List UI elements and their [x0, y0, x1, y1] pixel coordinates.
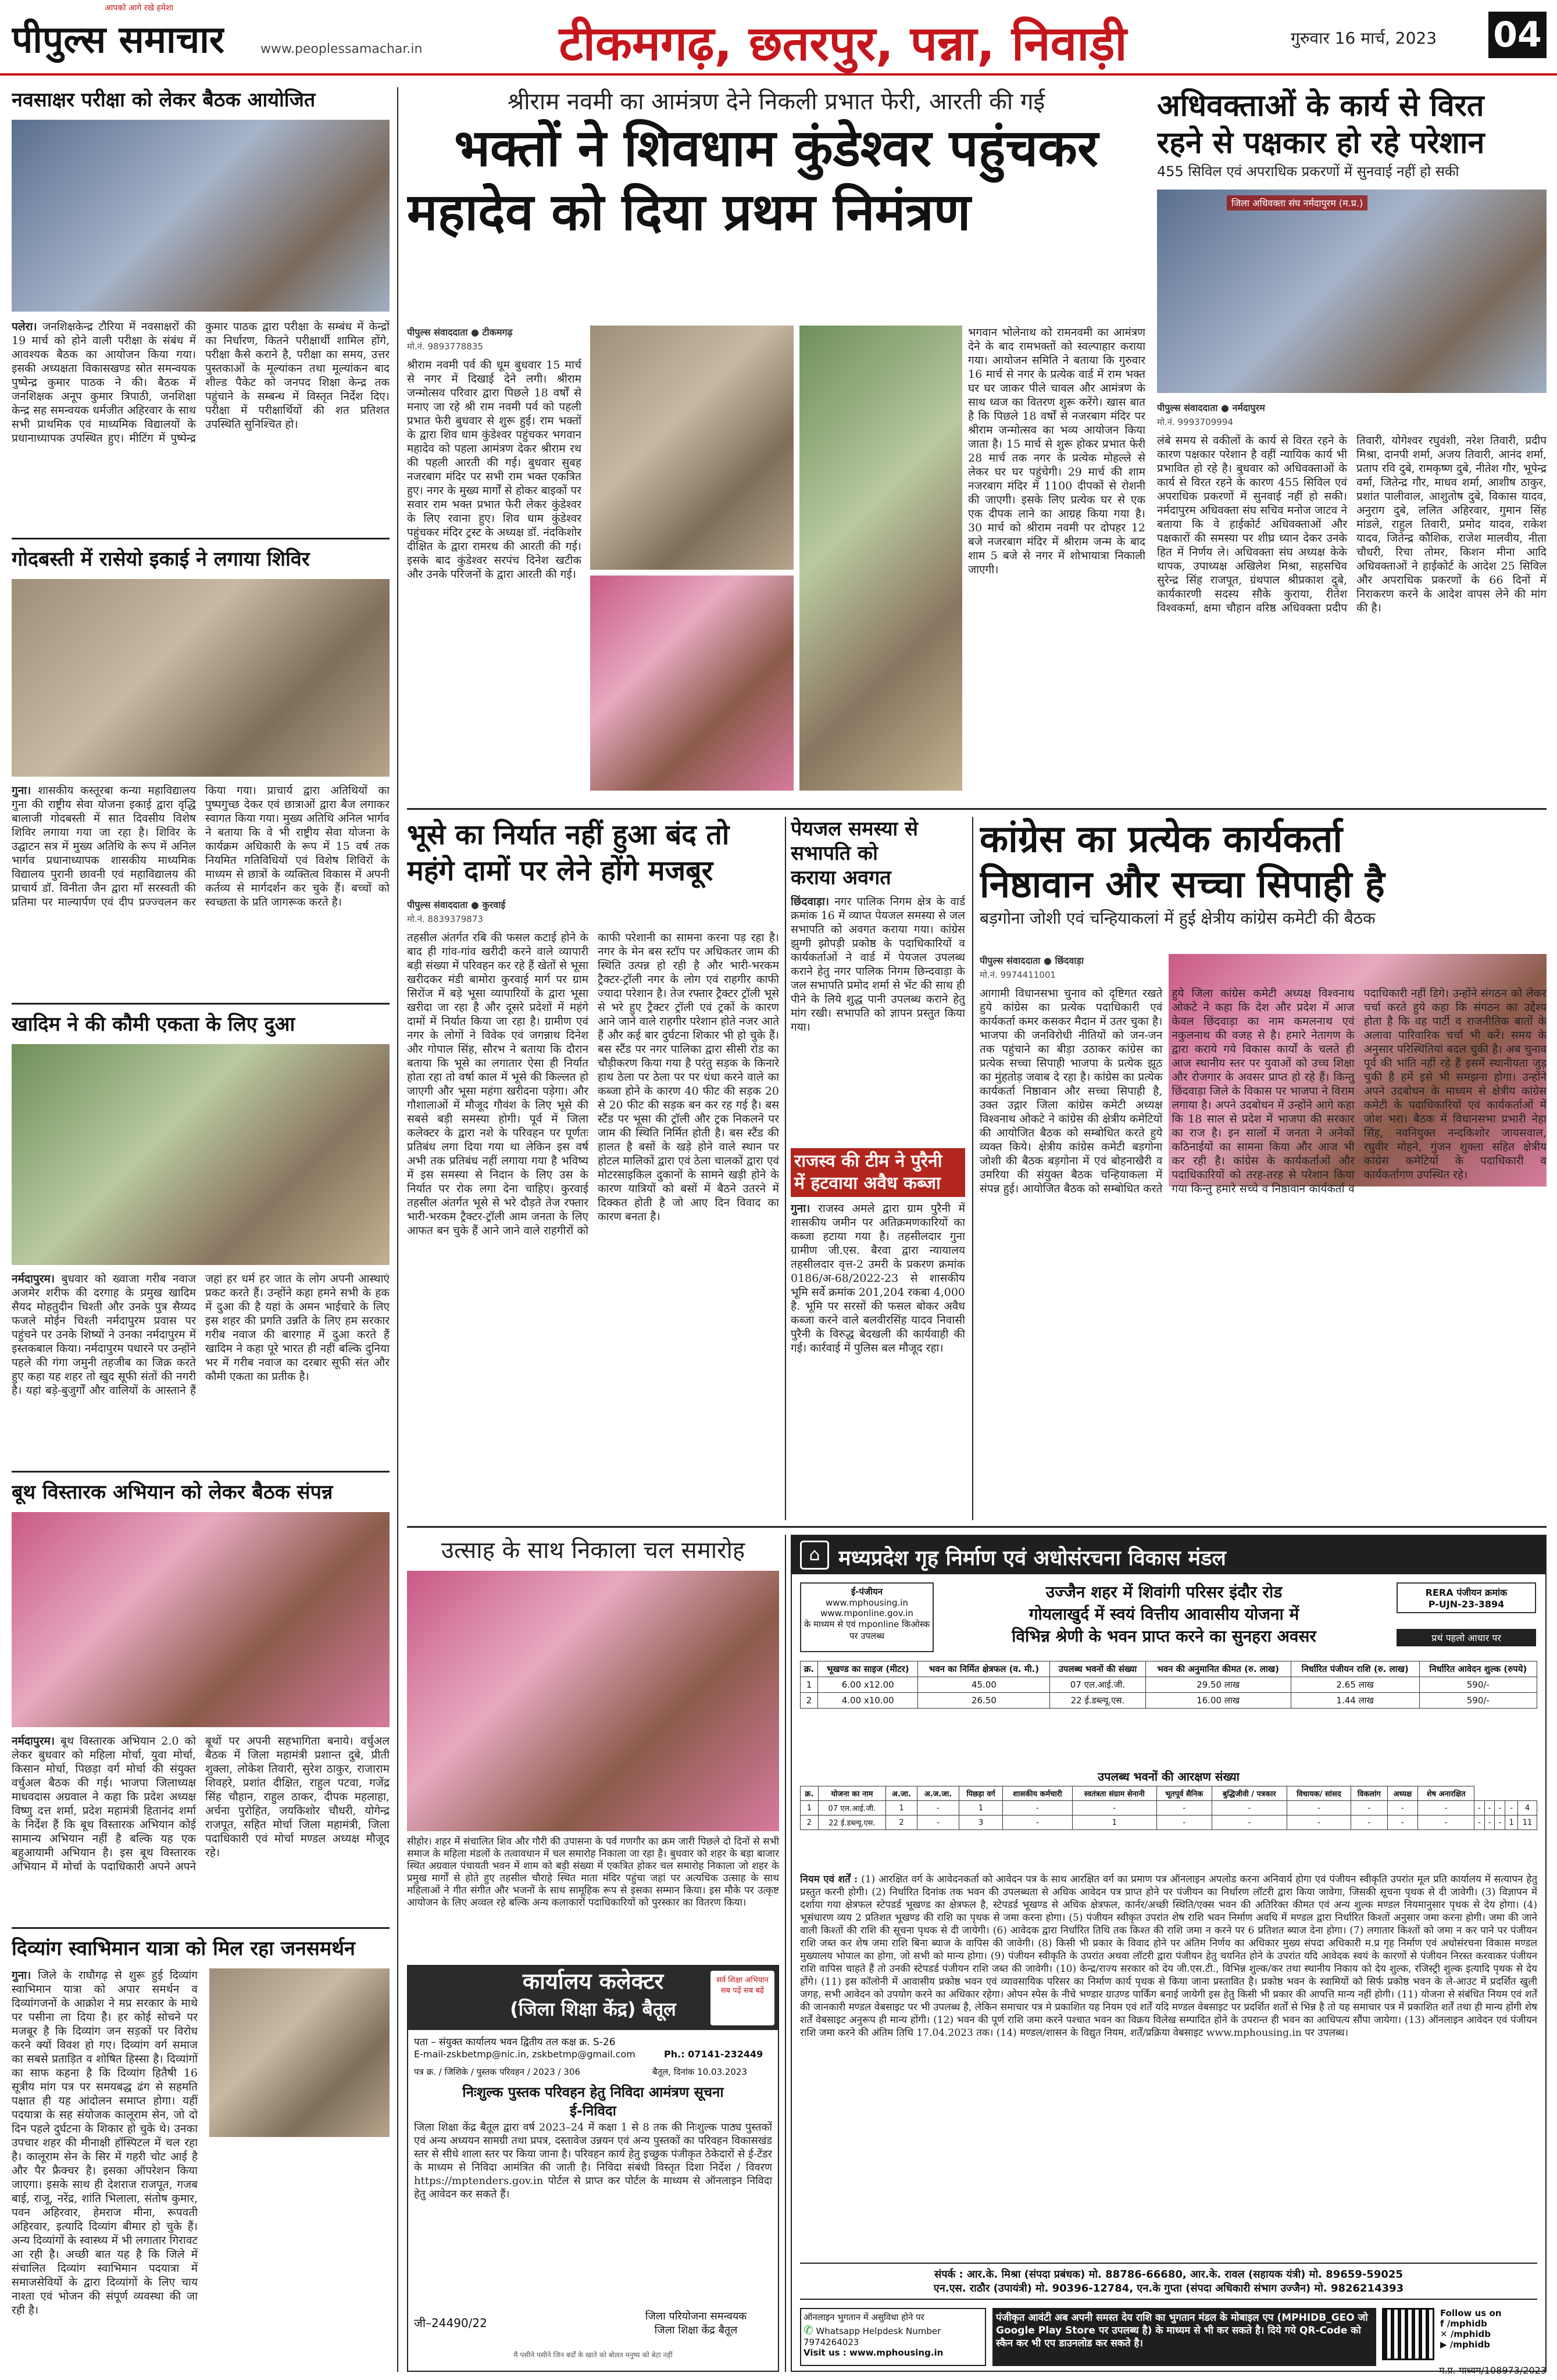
column-rule: [785, 817, 786, 1520]
reservation-col-header: क्र.: [801, 1786, 819, 1801]
table-row: [801, 1816, 1537, 1830]
social-box: Follow us on f /mphidb ✕ /mphidb ▶ /mphidb: [1440, 2308, 1502, 2350]
table-cell: -: [1495, 1801, 1505, 1816]
headline: खादिम ने की कौमी एकता के लिए दुआ: [12, 1013, 295, 1036]
table-cell: -: [1417, 1801, 1474, 1816]
price-table: [800, 1661, 1537, 1709]
reservation-col-header: बुद्धिजीवी / पत्रकार: [1212, 1786, 1287, 1801]
news-photo: [407, 1571, 779, 1831]
brand-logo: पीपुल्स समाचार: [12, 19, 224, 62]
news-photo-3: [799, 326, 962, 791]
subhead: बड़गोना जोशी एवं चन्हियाकलां में हुई क्षेत्रीय कांग्रेस कमेटी की बैठक: [980, 909, 1376, 928]
story-body: पलेरा। जनशिक्षकेन्द्र टौरिया में नवसाक्षरों की 19 मार्च को होने वाली परीक्षा के संबंध में आवश्यक बैठक का आयोजन किया गया। इसकी अध्यक्षता विकासखण्ड स्रोत समन्वयक पुष्पेन्द्र कुमार पाठक ने की। बैठक में जनशिक्षक अनूप कुमार त्रिपाठी, जनशिक्षा केन्द्र सह समन्वयक धर्मजीत अहिरवार के साथ सभी प्राथमिक एवं माध्यमिक विद्यालयों के प्रधानाध्यापक उपस्थित हुए। मीटिंग में पुष्पेन्द्र कुमार पाठक द्वारा परीक्षा के सम्बंध में केन्द्रों का निर्धारण, कितने परीक्षार्थी शामिल होंगे, परीक्षा कैसे कराने है, परीक्षा का समय, उत्तर पुस्तकाओं के मूल्यांकन तथा मूल्यांकन बाद शील्ड पैकेट को जनपद शिक्षा केन्द्र तक पहुंचाने के सम्बन्ध में विस्तृत निर्देश दिए। परीक्षा में परीक्षार्थियों की शत प्रतिशत उपस्थिति सुनिश्चित हो।: [12, 320, 390, 445]
headline-line-2: महंगे दामों पर लेने होंगे मजबूर: [407, 855, 713, 887]
kicker: श्रीराम नवमी का आमंत्रण देने निकली प्रभात फेरी, आरती की गई: [507, 88, 1045, 115]
headline: पेयजल समस्या से सभापति को कराया अवगत: [791, 817, 919, 889]
mobile: मो.नं. 9893778835: [407, 341, 483, 352]
reservation-col-header: अध्यक्ष: [1387, 1786, 1417, 1801]
reservation-table: [800, 1786, 1537, 1830]
table-cell: 26.50: [918, 1693, 1050, 1709]
headline-line-2: रहने से पक्षकार हो रहे परेशान: [1157, 126, 1485, 160]
price-col-header: क्र.: [801, 1661, 818, 1677]
notice-title: निःशुल्क पुस्तक परिवहन हेतु निविदा आमंत्रण सूचना: [462, 2084, 724, 2100]
reservation-col-header: योजना का नाम: [818, 1786, 885, 1801]
price-col-header: निर्धारित पंजीयन राशि (रु. लाख): [1291, 1661, 1419, 1677]
epanjiyan-box: ई-पंजीयन www.mphousing.in www.mponline.gov.in के माध्यम से एवं mponline किओस्क पर उपलब्ध: [800, 1582, 934, 1652]
table-cell: 29.50 लाख: [1145, 1677, 1291, 1693]
story-body: श्रीराम नवमी पर्व की धूम बुधवार 15 मार्च से नगर में दिखाई देने लगी। श्रीराम जन्मोत्सव परिवार द्वारा पिछले 18 वर्षों से मनाए जा रहे श्री राम नवमी पर्व को पहली प्रभात फेरी बुधवार से शुरू हुई। राम भक्तों के द्वारा शिव धाम कुंडेश्वर पहुंचकर भगवान महादेव को पहला आमंत्रण देकर श्रीराम रथ की पहली आरती की गई। बुधवार सुबह नजरबाग मंदिर पर सभी राम भक्त एकत्रित हुए। नगर के मुख्य मार्गों से होकर बाइकों पर सवार राम भक्त प्रभात फेरी लेकर कुंडेश्वर के लिए रवाना हुए। शिव धाम कुंडेश्वर पहुंचकर मंदिर ट्रस्ट के अध्यक्ष डॉ. नंदकिशोर दीक्षित के द्वारा रामरथ की आरती की गई। इसके बाद कुंडेश्वर सरपंच दिनेश खटीक और उनके परिजनों के द्वारा आरती की गई।: [407, 359, 581, 581]
divider: [12, 1003, 390, 1005]
table-cell: 3: [959, 1816, 1003, 1830]
news-photo: [590, 326, 794, 570]
table-cell: -: [1287, 1816, 1351, 1830]
table-cell: -: [1002, 1801, 1072, 1816]
mphidb-ad: [791, 1535, 1547, 2372]
table-cell: -: [1474, 1816, 1485, 1830]
story-body: नर्मदापुरम। बूथ विस्तारक अभियान 2.0 को लेकर बुधवार को महिला मोर्चा, युवा मोर्चा, किसान मोर्चा, पिछड़ा वर्ग मोर्चा की संयुक्त वर्चुअल बैठक की गई। भाजपा जिलाध्यक्ष माधवदास अग्रवाल ने कहा कि प्रदेश अध्यक्ष विष्णु दत्त शर्मा, प्रदेश महामंत्री हितानंद शर्मा के निर्देश हैं कि बूथ विस्तारक अभियान कोई सामान्य अभियान नहीं है बल्कि यह एक बहुआयामी अभियान है। इस बूथ विस्तारक अभियान में मोर्चा के पदाधिकारी अपने अपने बूथों पर अपनी सहभागिता बनाये। वर्चुअल बैठक में जिला महामंत्री प्रशान्त दुबे, प्रीती शुक्ला, लोकेश तिवारी, सुरेश ठाकुर, राजाराम शिवहरे, प्रशांत दीक्षित, राहुल पटवा, गजेंद्र सिंह चौहान, राहुल ठाकर, दीपक महलाहा, अर्चना पुरोहित, जयकिशोर चौधरी, योगेन्द्र राजपूत, सहित मोर्चा जिला महामंत्री, जिला पदाधिकारी एवं मोर्चा मण्डल अध्यक्ष मौजूद रहे।: [12, 1735, 390, 1873]
headline-line-2: महादेव को दिया प्रथम निमंत्रण: [407, 182, 971, 242]
contact-box: संपर्क : आर.के. मिश्रा (संपदा प्रबंधक) मो. 88786-66680, आर.के. रावल (सहायक यंत्री) मो. 89659-59025 एन.एस. राठौर (उपायंत्री) मो. 90396-12784, एन.के गुप्ता (संपदा अधिकारी संभाग उज्जैन) मो. 9826214393: [800, 2263, 1537, 2300]
story-body: गुना। जिले के राघौगढ़ से शुरू हुई दिव्यांग स्वाभिमान यात्रा को अपार समर्थन व दिव्यांगजनों के आक्रोश ने मप्र सरकार के माथे पर पसीना ला दिया है। हर कोई सोचने पर मजबूर है कि दिव्यांग जन सड़कों पर विरोध करने क्यों विवश हो गए। दिव्यांग वर्ग समाज का सबसे प्रताड़ित व शोषित हिस्सा है। दिव्यांगों का साफ कहना है कि दिव्यांग हितैषी 16 सूत्रीय मांग पत्र पर समयबद्ध ढंग से सहमति पक्षात ही यह आंदोलन समाप्त होगा। यहीं पदयात्रा के सह संयोजक कालूराम सेन, जो दो दिन पहले दुर्घटना के शिकार हो चुके थे। उनका उपचार शहर की मीनाक्षी हॉस्पिटल में चल रहा है। कालूराम सेन के सिर में गहरी चोट आई है और पैर फ्रैक्चर है। इसका ऑपरेशन किया जाएगा। इसके साथ ही देशराज राजपूत, गजब बाई, राजू, नरेंद्र, शांति भिलाला, संतोष कुमार, पवन अहिरवार, हेमराज मीना, रूपवती अहिरवार, इत्यादि दिव्यांग बीमार हो चुके हैं। अन्य दिव्यांगों के स्वास्थ्य में भी लगातार गिरावट आ रही है। अच्छी बात यह है कि जिले में संचालित दिव्यांग स्वाभिमान पदयात्रा में समाजसेवियों के द्वारा दिव्यांगों के लिए चाय नाश्ता एवं भोजन की संपूर्ण व्यवस्था की जा रही है।: [12, 1969, 198, 2317]
table-cell: -: [1387, 1816, 1417, 1830]
price-col-header: भवन का निर्मित क्षेत्रफल (व. मी.): [918, 1661, 1050, 1677]
facebook-icon[interactable]: f: [1440, 2318, 1444, 2329]
headline-line-1: अधिवक्ताओं के कार्य से विरत: [1157, 88, 1484, 123]
column-rule: [785, 1535, 786, 2372]
visit-link[interactable]: Visit us : www.mphousing.in: [804, 2347, 944, 2358]
region-title: टीकमगढ़, छतरपुर, पन्ना, निवाड़ी: [559, 16, 1127, 72]
reservation-col-header: अ.ज.जा.: [917, 1786, 959, 1801]
table-cell: -: [1474, 1801, 1485, 1816]
price-col-header: उपलब्ध भवनों की संख्या: [1050, 1661, 1145, 1677]
table-cell: 45.00: [918, 1677, 1050, 1693]
brand-tagline: आपको आगे रखे हमेशा: [105, 3, 174, 13]
reservation-title: उपलब्ध भवनों की आरक्षण संख्या: [1098, 1770, 1240, 1784]
photo-banner: जिला अधिवक्ता संघ नर्मदापुरम (म.प्र.): [1227, 195, 1367, 210]
office-name: कार्यालय कलेक्टर: [522, 1968, 664, 1994]
table-cell: 16.00 लाख: [1145, 1693, 1291, 1709]
collector-notice: [407, 1965, 779, 2372]
table-cell: -: [1505, 1801, 1517, 1816]
table-cell: 6.00 x12.00: [817, 1677, 918, 1693]
jl-number: जी–24490/22: [414, 2316, 487, 2330]
byline: पीपुल्स संवाददाता ● टीकमगढ़: [407, 327, 513, 338]
app-promo: पंजीकृत आवंटी अब अपनी समस्त देय राशि का भुगतान मंडल के मोबाइल एप (MPHIDB_GEO जो Google Play Store पर उपलब्ध है) के माध्यम से भी कर सकते है। दिये गये QR-Code को स्कैन कर भी एप डाउनलोड कर सकते है।: [992, 2308, 1376, 2366]
page-number: 04: [1488, 12, 1547, 58]
column-rule: [972, 817, 973, 1520]
table-cell: 22 ई.डब्ल्यू.एस.: [818, 1816, 885, 1830]
reservation-col-header: शासकीय कर्मचारी: [1002, 1786, 1072, 1801]
divider: [12, 538, 390, 539]
reservation-col-header: विकलांग: [1351, 1786, 1387, 1801]
mphidb-logo: ⌂: [800, 1541, 829, 1570]
mobile: मो.नं. 8839379873: [407, 914, 483, 924]
table-cell: -: [1484, 1801, 1495, 1816]
table-cell: 590/-: [1419, 1677, 1537, 1693]
mphidb-title: मध्यप्रदेश गृह निर्माण एवं अधोसंरचना विकास मंडल: [838, 1546, 1226, 1570]
headline-line-2: निष्ठावान और सच्चा सिपाही है: [980, 863, 1385, 906]
reservation-col-header: शेष अनारक्षित: [1417, 1786, 1474, 1801]
table-cell: -: [1387, 1801, 1417, 1816]
divider: [407, 1526, 1547, 1528]
story-body: छिंदवाड़ा। नगर पालिक निगम क्षेत्र के वार्ड क्रमांक 16 में व्याप्त पेयजल समस्या से जल सभापति को अवगत कराया गया। कांग्रेस झुग्गी झोपड़ी प्रकोष्ठ के पदाधिकारियों व कार्यकर्ताओं ने वार्ड में पेयजल उपलब्ध कराने हेतु नगर पालिक निगम छिन्दवाड़ा के जल सभापति प्रमोद शर्मा से भेंट की साथ ही पीने के लिये शुद्ध पानी उपलब्ध कराने हेतु मांग रखी। सभापति को ज्ञापन प्रस्तुत किया गया।: [791, 895, 965, 1034]
price-col-header: निर्धारित आवेदन शुल्क (रुपये): [1419, 1661, 1537, 1677]
divider: [12, 1471, 390, 1473]
table-cell: -: [1156, 1801, 1212, 1816]
headline: गोदबस्ती में रासेयो इकाई ने लगाया शिविर: [12, 548, 310, 571]
table-cell: 1.44 लाख: [1291, 1693, 1419, 1709]
story-rasayo: [12, 546, 390, 994]
divider: [12, 1927, 390, 1929]
byline: पीपुल्स संवाददाता ● छिंदवाड़ा: [980, 955, 1084, 966]
table-cell: 1: [886, 1801, 917, 1816]
table-cell: -: [1156, 1816, 1212, 1830]
notice-sub: ई-निविदा: [570, 2103, 616, 2119]
headline-line-1: भूसे का निर्यात नहीं हुआ बंद तो: [407, 819, 730, 851]
notice-body: जिला शिक्षा केंद्र बैतूल द्वारा वर्ष 2023–24 में कक्षा 1 से 8 तक की निःशुल्क पाठ्य पुस्तकों एवं अन्य अध्ययन सामग्री तथा प्रपत्र, दस्तावेज उन्नयन एवं अन्य पुस्तकों का परिवहन विकासखंड स्तर से सीधे शाला स्तर पर किया जाना है। परिवहन कार्य हेतु इच्छुक पंजीकृत ठेकेदारों से ई-टेंडर के माध्यम से निविदा आमंत्रित की जाती है। निविदा संबंधी विस्तृत दिशा निर्देश / विवरण https://mptenders.gov.in पोर्टल से प्राप्त कर पोर्टल के माध्यम से ऑनलाइन निविदा हेतु आवेदन कर सकते हैं।: [414, 2121, 772, 2200]
masthead: [0, 0, 1557, 76]
whatsapp-icon: ✆: [804, 2323, 813, 2337]
email: E-mail-zskbetmp@nic.in, zskbetmp@gmail.com: [414, 2049, 635, 2060]
table-cell: -: [917, 1816, 959, 1830]
water-story: [791, 817, 965, 1142]
reservation-col-header: भूतपूर्व सैनिक: [1156, 1786, 1212, 1801]
story-navsakshar: [12, 87, 390, 529]
offer-lines: उज्जैन शहर में शिवांगी परिसर इंदौर रोड गोयलाखुर्द में स्वयं वित्तीय आवासीय योजना में विभिन्न श्रेणी के भवन प्राप्त करने का सुनहरा अवसर: [1012, 1582, 1316, 1646]
table-cell: 2: [886, 1816, 917, 1830]
story-body-2: भगवान भोलेनाथ को रामनवमी का आमंत्रण देने के बाद रामभक्तों को स्वल्पाहार कराया गया। आयोजन समिति ने बताया कि गुरुवार 16 मार्च से नगर के प्रत्येक वार्ड में राम भक्त घर घर जाकर पीले चावल और आमंत्रण के साथ ध्वज का वितरण शुरू करेंगे। खास बात है कि पिछले 18 वर्षों से नजरबाग मंदिर पर श्रीराम जन्मोत्सव का भव्य आयोजन किया जाता है। 15 मार्च से शुरू होकर प्रभात फेरी 28 मार्च तक नगर के प्रत्येक मोहल्ले से लेकर घर घर पहुंचेगी। 29 मार्च की शाम नजरबाग मंदिर में 1100 दीपकों से रोशनी की जाएगी। इसके लिए प्रत्येक घर से एक एक दीपक लाने का आग्रह किया गया है। 30 मार्च को श्रीराम नवमी पर दोपहर 12 बजे नजरबाग मंदिर में श्रीराम जन्म के बाद शाम 5 बजे से नगर में शोभायात्रा निकाली जाएगी।: [968, 326, 1145, 576]
table-cell: 1: [959, 1801, 1003, 1816]
ref-no: पत्र क्र. / जिशिके / पुस्तक परिवहन / 2023 / 306: [414, 2067, 581, 2077]
mobile: मो.नं. 9993709994: [1157, 417, 1233, 427]
table-cell: 590/-: [1419, 1693, 1537, 1709]
table-cell: 07 एल.आई.जी.: [818, 1801, 885, 1816]
story-body: तहसील अंतर्गत रबि की फसल कटाई होने के बाद ही गांव-गांव खरीदी करने वाले व्यापारी बड़ी संख्या में परिवहन कर रहे हैं खेतों से भूसा खरीदकर मंडी बामोरा कुरवाई मार्ग पर ग्राम सिरोंज में बड़े भूसा व्यापारियों के द्वारा भूसा खरीदा जा रहा है और दूसरे प्रदेशों में महंगे दामों में निर्यात किया जा रहा है। ग्रामीण एवं नगर के लोगों ने विवेक एवं जगन्नाथ दिनेश और गोपाल सिंह, सौरभ ने बताया कि दौरान बताया कि भूसे का लगातार ऐसा ही निर्यात होता रहा तो वर्षा काल में भूसे की किल्लत हो जाएगी और भूसा महंगा खरीदना पड़ेगा। और गौशालाओं में मौजूद गौवंश के लिए भूसे की सबसे बड़ी समस्या होगी। पूर्व में जिला कलेक्टर के द्वारा नशे के परिवहन पर पूर्णतः प्रतिबंध लगा दिया गया था लेकिन इस वर्ष अभी तक प्रतिबंध नहीं लगाया गया है भविष्य में इस समस्या से निदान के लिए उस के निर्यात पर रोक लगा देना चाहिए। कुरवाई तहसील अंतर्गत भूसे से भरे दौड़ते तेज रफ्तार भारी-भरकम ट्रैक्टर-ट्रॉली आम जनता के लिए आफत बन चुके हैं आने जाने वाले राहगीरों को काफी परेशानी का सामना करना पड़ रहा है। नगर के मेन बस स्टॉप पर अधिकतर जाम की स्थिति उत्पन्न हो रही है और भारी-भरकम ट्रैक्टर-ट्रॉली नगर के लोग एवं राहगीर काफी ज्यादा परेशान है। तेज रफ्तार ट्रैक्टर ट्रॉली भूसे से भरे हुए ट्रैक्टर ट्रॉली एवं ट्रकों के कारण आने जाने वाले राहगीर परेशान होते नजर आते हैं और कई बार दुर्घटना शिकार भी हो चुके हैं। बस स्टैंड पर नगर पालिका द्वारा सीसी रोड का चौड़ीकरण किया गया है परंतु सड़क के किनारे हाथ ठेला पर ठेला पर पर धंधा करने वाले का कब्जा होने के कारण 40 फीट की सड़क 20 से 20 फीट की सड़क बन कर रह गई है। बस स्टैंड पर भूसा की ट्रॉली और ट्रक निकलने पर जाम की स्थिति निर्मित होती है। बस स्टैंड की हालत है बसों के खड़े होने वाले स्थान पर होटल मालिकों द्वारा एवं ठेला चालकों द्वारा एवं मोटरसाइकिल दुकानों के सामने खड़ी होने के कारण यात्रियों को बसों में बैठने उतरने में दिक्कत होती है जो आए दिन विवाद का कारण बनता है।: [407, 931, 779, 1237]
headline: राजस्व की टीम ने पुरैनी में हटवाया अवैध कब्जा: [791, 1148, 965, 1197]
news-photo: [12, 579, 390, 777]
price-col-header: भवन की अनुमानित कीमत (रु. लाख): [1145, 1661, 1291, 1677]
issue-date: गुरुवार 16 मार्च, 2023: [1291, 28, 1437, 48]
table-cell: -: [1351, 1801, 1387, 1816]
signatory: जिला परियोजना समन्वयक जिला शिक्षा केंद्र बैतूल: [645, 2310, 747, 2336]
story-body: आगामी विधानसभा चुनाव को दृष्टिगत रखते हुये कांग्रेस का प्रत्येक पदाधिकारी एवं कार्यकर्ता कमर कसकर मैदान में उतर चुका है। भाजपा की जनविरोधी नीतियों को जन-जन तक पहुंचाने का बीड़ा उठाकर कांग्रेस का प्रत्येक सच्चा सिपाही भाजपा के प्रत्येक झूठ का मुंहतोड़ जवाब दे रहा है। कांग्रेस का प्रत्येक कार्यकर्ता निष्ठावान और सच्चा सिपाही है, उक्त उद्गार जिला कांग्रेस कमेटी अध्यक्ष विश्वनाथ ओकटे ने कांग्रेस की क्षेत्रीय कमेटियों की आयोजित बैठक को सम्बोधित करते हुये व्यक्त किये। क्षेत्रीय कांग्रेस कमेटी बड़गोना जोशी की बैठक बड़गोना में एवं बोहनाखैरी व उमरिया की संयुक्त बैठक चन्हियाकला में संपन्न हुई। आयोजित बैठक को सम्बोधित करते हुये जिला कांग्रेस कमेटी अध्यक्ष विश्वनाथ ओकटे ने कहा कि देश और प्रदेश में आज केवल छिंदवाड़ा का नाम कमलनाथ एवं नकुलनाथ की वजह से है। हमारे नेतागण के द्वारा कराये गये विकास कार्यों के चलते ही आज स्थानीय स्तर पर युवाओं को उच्च शिक्षा और रोजगार के अवसर प्राप्त हो रहे हैं। किन्तु छिंदवाड़ा जिले के विकास पर भाजपा ने विराम लगाया है। अपने उदबोधन में उन्होंने आगे कहा कि 18 साल से प्रदेश में भाजपा की सरकार का राज है। इन सालों में जनता ने अनेकों कठिनाईयों का सामना किया और आज भी कर रही है। कांग्रेस के कार्यकर्ताओं और पदाधिकारियों को तरह-तरह से परेशान किया गया किन्तु हमारे सच्चे व निष्ठावान कार्यकर्ता व पदाधिकारी नहीं डिगे। उन्होंने संगठन को लेकर चर्चा करते हुये कहा कि संगठन का उद्देश्य होता है कि वह पार्टी व राजनीतिक बातों के अलावा पारिवारिक चर्चा भी करें। समय के अनुसार परिस्थितियां बदल चुकी है। अब चुनाव पूर्व की भांति नहीं रहे हैं इसमें स्थानीयता जुड़ चुकी है हमें इसे भी समझना होगा। उन्होंने अपने उदबोधन के माध्यम से क्षेत्रीय कांग्रेस कमेटी के पदाधिकारियों एवं कार्यकर्ताओं में जोश भरा। बैठक में विधानसभा प्रभारी नेहा सिंह, नवनियुक्त नन्दकिशोर जायसवाल, रघुवीर मोहने, गुंजन शुक्ला सहित क्षेत्रीय कांग्रेस कमेटियों के पदाधिकारी व कार्यकर्तागण उपस्थित रहे।: [980, 987, 1547, 1195]
reservation-col-header: पिछड़ा वर्ग: [959, 1786, 1003, 1801]
table-cell: -: [1212, 1801, 1287, 1816]
photo-caption: सीहोर। शहर में संचालित शिव और गौरी की उपासना के पर्व गणगौर का क्रम जारी पिछले दो दिनों से सभी समाज के महिला मंडलों के तत्वावधान में चल समारोह निकाला जा रहा है। बुधवार को शहर के बड़ा बाजार स्थित अग्रवाल पंचायती भवन में शाम को बड़ी संख्या में एकत्रित होकर चल समारोह निकाला जो शहर के प्रमुख मार्गों से होते हुए तहसील चौराहे स्थित माता मंदिर पहुंचा जहां पर अत्यधिक उत्साह के साथ महिलाओं ने गीत संगीत और भजनों के साथ सामूहिक रूप से इसका सम्मान किया। इस मौके पर उत्कृष्ट आयोजन के लिए अव्वल रहे बल्कि अन्य कलाकारों पदाधिकारियों को पुरस्कार का वितरण किया।: [407, 1836, 779, 1909]
story-khadim: [12, 1012, 390, 1465]
headline-line-1: भक्तों ने शिवधाम कुंडेश्वर पहुंचकर: [454, 118, 1098, 178]
price-col-header: भूखण्ड का साइज (मीटर): [817, 1661, 918, 1677]
reservation-col-header: स्वतंत्रता संग्राम सेनानी: [1072, 1786, 1156, 1801]
table-cell: 07 एल.आई.जी.: [1050, 1677, 1145, 1693]
ssa-badge: सर्व शिक्षा अभियान सब पढ़ें सब बढ़ें: [710, 1971, 774, 2025]
table-cell: 1: [1505, 1816, 1517, 1830]
office-sub: (जिला शिक्षा केंद्र) बैतूल: [510, 1998, 676, 2020]
headline: दिव्यांग स्वाभिमान यात्रा को मिल रहा जनसमर्थन: [12, 1937, 355, 1960]
table-cell: 1: [1072, 1816, 1156, 1830]
youtube-icon[interactable]: ▶: [1440, 2339, 1447, 2350]
table-cell: -: [1495, 1816, 1505, 1830]
table-cell: 22 ई.डब्ल्यू.एस.: [1050, 1693, 1145, 1709]
table-cell: -: [1212, 1816, 1287, 1830]
table-cell: 4: [1518, 1801, 1537, 1816]
headline-line-1: कांग्रेस का प्रत्येक कार्यकर्ता: [980, 818, 1342, 861]
table-cell: 2: [801, 1816, 819, 1830]
qr-code: [1382, 2308, 1434, 2360]
lead-story: [407, 87, 1145, 796]
advocates-story: [1157, 87, 1547, 808]
table-cell: -: [1351, 1816, 1387, 1830]
ad-footer: म.प्र. माध्यम/108973/2023: [1438, 2365, 1547, 2376]
bhusa-story: [407, 817, 779, 1520]
story-body: नर्मदापुरम। बुधवार को ख्वाजा गरीब नवाज अजमेर शरीफ की दरगाह के प्रमुख खादिम सैयद मोहतुदीन चिश्ती और उनके पुत्र सैय्यद फजले मोईन चिश्ती नर्मदापुरम प्रवास पर पहुंचने पर उनके शिष्यों ने उनका नर्मदापुरम में इस्तकबाल किया। नर्मदापुरम पधारने पर उन्होंने पहले की गंगा जमुनी तहजीब का जिक्र करते हुए कहा यह शहर तो खुद सूफी संतों की नगरी है। यहां बड़े-बुजुर्गों और वालियों के आस्ताने हैं जहां हर धर्म हर जात के लोग अपनी आस्थाएं प्रकट करते हैं। उन्होंने कहा हमने सभी के हक में दुआ की है यहां के अमन भाईचारे के लिए इस शहर की प्रगति उन्नति के लिए हम सरकार गरीब नवाज की बारगाह में दुआ करते हैं खादिम ने कहा पूरे भारत ही नहीं बल्कि दुनिया भर में गरीब नवाज का दरबार सूफी संत और कौमी एकता का प्रतीक है।: [12, 1273, 390, 1397]
reservation-col-header: विधायक/ सांसद: [1287, 1786, 1351, 1801]
table-cell: -: [1002, 1816, 1072, 1830]
phone: Ph.: 07141-232449: [664, 2049, 763, 2060]
subhead: 455 सिविल एवं अपराधिक प्रकरणों में सुनवाई नहीं हो सकी: [1157, 163, 1459, 180]
byline: पीपुल्स संवाददाता ● नर्मदापुरम: [1157, 402, 1265, 413]
revenue-story: [791, 1148, 965, 1520]
headline: नवसाक्षर परीक्षा को लेकर बैठक आयोजित: [12, 88, 316, 112]
news-photo: [12, 1044, 390, 1265]
table-cell: 1: [801, 1801, 819, 1816]
table-cell: 2: [801, 1693, 818, 1709]
rules-text: नियम एवं शर्तें : (1) आरक्षित वर्ग के आवेदनकर्ता को आवेदन पत्र के साथ आरक्षित वर्ग का प्रमाण पत्र ऑनलाइन अपलोड करना अनिवार्य होगा एवं पंजीयन स्वीकृति उपरांत मूल प्रति कार्यालय में सत्यापन हेतु प्रस्तुत करनी होगी। (2) निर्धारित दिनांक तक भवन की उपलब्धता से अधिक आवेदन पत्र प्राप्त होने पर पंजीयन का निर्धारण लॉटरी द्वारा किया जावेगा, जिसकी सूचना पृथक से दी जावेगी। (3) विज्ञापन में दर्शाया गया क्षेत्रफल स्टेपडर्ड भूखण्ड का क्षेत्रफल है, स्टेपडर्ड भूखण्ड से अधिक क्षेत्रफल, कार्नर/अच्छी स्थिति/एक्स भवन की अतिरिक्त कीमत एवं अन्य शुल्क मण्डल नियमानुसार पृथक से देय होगा। (4) भूसंधारण व्यय 2 प्रतिशत भूखण्ड की राशि का पृथक से जमा करना होगा। (5) पंजीयन स्वीकृत उपरांत शेष राशि भवन निर्माण अवधि में मण्डल द्वारा निर्धारित किश्तों अनुसार जमा करना होगी। जमा की जाने वाली किश्तों की राशि की सूचना पृथक से दी जायेगी। (6) आवेदक द्वारा निर्धारित तिथि तक किश्त की राशि जमा न करने पर 6 प्रतिशत ब्याज देना होगा। (7) लगातार किश्तों को जमा न कर पाने पर पंजीयन राशि जब्त कर शेष जमा राशि बिना ब्याज के वापिस की जावेगी। (8) किसी भी प्रकार के विवाद होने पर अंतिम निर्णय का अधिकार मुख्य संपदा अधिकारी म.प्र गृह निर्माण एवं अधोसंरचना विकास मण्डल मुख्यालय भोपाल का होगा, जो सभी को मान्य होगा। (9) पंजीयन स्वीकृति के उपरांत अथवा लॉटरी द्वारा पंजीयन हेतु चयनित होने के उपरांत यदि आवेदक स्वयं के कारणों से पंजीयन निरस्त करवाकर पंजीयन राशि वापिस चाहते हैं तो उनकी स्टेपडर्ड पंजीयन राशि जब्त की जावेगी। (10) केन्द्र/राज्य सरकार को देय जी.एस.टी., विभिन्न शुल्क/कर तथा स्थानीय निकाय को देय शुल्क, रजिस्ट्री शुल्क इत्यादि पृथक से देय होंगे। (11) इस कॉलोनी में आवासीय प्रकोष्ठ भवन एवं व्यावसायिक परिसर का निर्माण कार्य पृथक से किया जाना प्रस्तावित है। प्रकोष्ठ भवन के स्वामियों को सिर्फ प्रकोष्ठ भवन के ले-आउट में प्रदर्शित खुली जगह, सभी आवेदन को उपयोग करने का अधिकार रहेगा। ओपन स्पेस के नीचे भण्डार ग्राउण्ड पार्किंग बनाई जायेगी इस हेतु किसी भी प्रकार की आपत्ति मान्य नहीं होगी। (11) योजना से संबंधित नियम एवं शर्तें की जानकारी मण्डल वेबसाइट पर भी उपलब्ध है, लेकिन समाचार पत्र मे प्रकाशित यह नियम एवं शर्तें यदि मण्डल वेबसाइट पर प्रदर्शित शर्तों से भिन्न है तो यह समाचार पत्र में प्रकाशित शर्तें तथा ही मान्य होंगी शेष शर्तें वेबसाइट अनुरूप ही मान्य होंगी। (12) भवन की पूर्ण राशि जमा करने पश्चात भवन का विक्रय विलेख सम्पादित होने के उपरान्त ही भवन का आधिपत्य सौंपा जायेगा। (13) ऑनलाइन आवेदन एवं पंजीयन राशि जमा करने की अंतिम तिथि 17.04.2023 तक। (14) मण्डल/शासन के विद्युत नियम, शर्तें/प्रक्रिया वेबसाइट www.mphousing.in पर उपलब्ध।: [800, 1874, 1537, 2039]
table-cell: -: [1484, 1816, 1495, 1830]
congress-story: [980, 817, 1547, 1520]
table-cell: 11: [1518, 1816, 1537, 1830]
chal-samaroh-story: [407, 1535, 779, 1959]
table-row: [801, 1677, 1537, 1693]
table-cell: -: [1417, 1816, 1474, 1830]
column-rule: [397, 87, 398, 2372]
headline: बूथ विस्तारक अभियान को लेकर बैठक संपन्न: [12, 1481, 333, 1504]
table-cell: 4.00 x10.00: [817, 1693, 918, 1709]
table-row: [801, 1693, 1537, 1709]
mobile: मो.नं. 9974411001: [980, 970, 1056, 980]
table-row: [801, 1801, 1537, 1816]
address: पता – संयुक्त कार्यालय भवन द्वितीय तल कक्ष क्र. S-26: [414, 2036, 616, 2048]
story-body: गुना। शासकीय कस्तूरबा कन्या महाविद्यालय गुना की राष्ट्रीय सेवा योजना इकाई द्वारा वृद्धि बालाजी गोदबस्ती में सात दिवसीय विशेष शिविर लगाया गया जा रहा है। शिविर के उद्घाटन सत्र में मुख्य अतिथि के रूप में अनिल भार्गव प्रधानाध्यापक शासकीय माध्यमिक विद्यालय पुरानी छावनी एवं महाविद्यालय की प्राचार्य डॉ. विनीता जैन द्वारा माँ सरस्वती की प्रतिमा पर माल्यार्पण एवं दीप प्रज्ज्वलन कर किया गया। प्राचार्य द्वारा अतिथियों का पुष्पगुच्छ देकर एवं छात्राओं द्वारा बैज लगाकर स्वागत किया गया। मुख्य अतिथि अनिल भार्गव ने बताया कि वे भी राष्ट्रीय सेवा योजना के कार्यक्रम अधिकारी के रूप में 15 वर्ष तक नियमित गतिविधियों एवं विशेष शिविरों के माध्यम से छात्रों के व्यक्तित्व विकास में अपनी कर्तव्य से मार्गदर्शन कर चुके हैं। बच्चों को स्वच्छता के प्रति जागरूक करते है।: [12, 784, 390, 909]
reservation-col-header: अ.जा.: [886, 1786, 917, 1801]
site-url: www.peoplessamachar.in: [260, 42, 423, 56]
table-cell: 2.65 लाख: [1291, 1677, 1419, 1693]
rera-box: RERA पंजीयन क्रमांक P-UJN-23-3894: [1397, 1582, 1536, 1613]
story-booth: [12, 1480, 390, 1921]
story-body: गुना। राजस्व अमले द्वारा ग्राम पुरैनी में शासकीय जमीन पर अतिक्रमणकारियों का कब्जा हटाया गया है। तहसीलदार गुना ग्रामीण जी.एस. बैरवा द्वारा न्यायालय तहसीलदार वृत्त-2 उमरी के प्रकरण क्रमांक 0186/अ-68/2022-23 से शासकीय भूमि सर्वे क्रमांक 201,204 रकबा 4,000 है. भूमि पर सरसों की फसल बोकर अवैध कब्जा करने वाले बलवीरसिंह यादव निवासी पुरैनी के विरुद्ध बेदखली की कार्यवाही की गई। कार्रवाई में पुलिस बल मौजूद रहा।: [791, 1202, 965, 1355]
table-cell: -: [1072, 1801, 1156, 1816]
helpdesk-box: ऑनलाइन भुगतान में असुविधा होने पर ✆ Whatsapp Helpdesk Number 7974264023 Visit us : www.mphousing.in: [800, 2308, 986, 2366]
news-photo: [209, 1968, 390, 2137]
headline: उत्साह के साथ निकाला चल समारोह: [441, 1537, 745, 1564]
table-cell: 1: [801, 1677, 818, 1693]
news-photo: [1157, 190, 1547, 393]
table-cell: -: [1287, 1801, 1351, 1816]
news-photo: [12, 1512, 390, 1727]
dated: बैतूल, दिनांक 10.03.2023: [652, 2067, 748, 2077]
table-cell: -: [917, 1801, 959, 1816]
news-photo: [12, 120, 390, 312]
story-body: लंबे समय से वकीलों के कार्य से विरत रहने के कारण पक्षकार परेशान है वहीं न्यायिक कार्य भी प्रभावित हो रहे है। बुधवार को अधिवक्ताओं के कार्य से विरत रहने के कारण 455 सिविल एवं अपराधिक प्रकरणों में सुनवाई नहीं हो सकी। नर्मदापुरम अधिवक्ता संघ सचिव मनोज जाटव ने बताया कि वे हाईकोर्ट अधिवक्ताओं और पक्षकारों की समस्या पर शीघ्र ध्यान देकर उनके हित में निर्णय ले। अधिवक्ता संघ अध्यक्ष केके थापक, उपाध्यक्ष अखिलेश मिश्रा, सहसचिव सुरेन्द्र सिंह राजपूत, ग्रंथपाल श्रीप्रकाश दुबे, कार्यकारणी सदस्य सौके कुराया, रीतेश विश्वकर्मा, क्षमा चौहान वरिष्ठ अधिवक्ता प्रदीप तिवारी, योगेश्वर रघुवंशी, नरेश तिवारी, प्रदीप मिश्रा, दानपी शर्मा, अजय तिवारी, आनंद शर्मा, प्रताप रवि दुबे, रामकृष्ण दुबे, नीतेश गौर, भूपेन्द्र वर्मा, जितेन्द्र गौर, माधव शर्मा, आशीष ठाकुर, प्रशांत पालीवाल, आशुतोष दुबे, विकास यादव, अनुराग दुबे, ललित अहिरवार, गुमान सिंह मांडले, राहुल तिवारी, प्रमोद यादव, राकेश यादव, जितेन्द्र कौशिक, राजेश मालवीय, नीता चौधरी, रिचा तोमर, किशन मीना आदि अधिवक्ताओं ने हाईकोर्ट के आदेश 25 सिविल और अपराधिक प्रकरणों के 66 दिनों में निराकरण करने के आदेश वापस लेने की मांग की है।: [1157, 434, 1547, 614]
first-come-badge: प्रथं पहलो आधार पर: [1397, 1629, 1536, 1646]
byline: पीपुल्स संवाददाता ● कुरवाई: [407, 899, 506, 910]
story-divyang: [12, 1936, 390, 2372]
twitter-icon[interactable]: ✕: [1440, 2329, 1448, 2339]
footer-line: मैं पसीने पसीने जिन बर्दों के खाते को बोलत मनुष्य को बेटा नहीं: [513, 2351, 673, 2359]
news-photo-2: [590, 576, 794, 791]
mphidb-header: [792, 1536, 1545, 1574]
divider: [407, 808, 1547, 810]
